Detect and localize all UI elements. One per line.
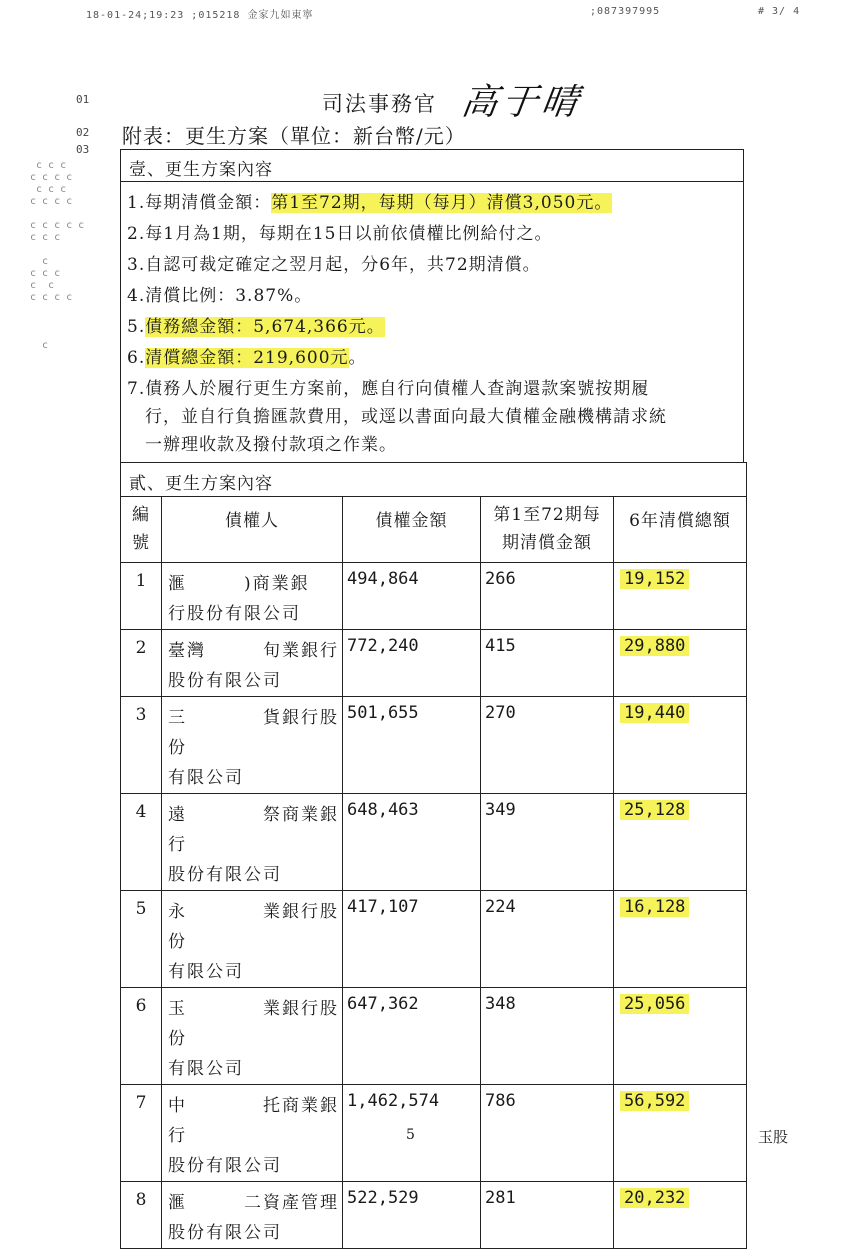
creditor-name: 滙 二資產管理 股份有限公司 [162,1182,343,1249]
table-row [121,988,747,1085]
page-number: 5 [406,1127,415,1143]
table-row [121,1085,747,1182]
six-year-total [614,1182,747,1249]
plan-item-3 [127,250,541,275]
six-year-total [614,988,747,1085]
fax-header-left: 18-01-24;19:23 ;015218 金家九如東寧 [86,10,314,21]
total-highlight: 56,592 [620,1091,689,1111]
plan-item-6 [127,343,367,368]
creditor-name: 臺灣 旬業銀行 股份有限公司 [162,630,343,697]
claim-amount: 772,240 [343,630,481,697]
item-highlight: 債務總金額：5,674,366元。 [145,317,385,337]
scan-dots-decoration: c c c c c c c c c c c c c c c c c c c c c c c c c c c c c c c c c [30,160,85,351]
installment-amount: 786 [481,1085,614,1182]
claim-amount: 494,864 [343,563,481,630]
unit-stamp: 玉股 [758,1128,789,1146]
column-header-creditor: 債權人 [162,497,343,563]
column-header-claim: 債權金額 [343,497,481,563]
plan-item-7-line-1: 7.債務人於履行更生方案前，應自行向債權人查詢還款案號按期履 [127,379,650,399]
creditor-name: 滙 )商業銀 行股份有限公司 [162,563,343,630]
creditor-name: 三 貨銀行股份 有限公司 [162,697,343,794]
creditor-name: 中 托商業銀行 股份有限公司 [162,1085,343,1182]
line-number: 03 [76,143,90,156]
table-row [121,630,747,697]
claim-amount: 522,529 [343,1182,481,1249]
total-highlight: 25,128 [620,800,689,820]
six-year-total [614,563,747,630]
installment-amount: 348 [481,988,614,1085]
total-highlight: 16,128 [620,897,689,917]
table-row [121,891,747,988]
plan-item-7-line-2: 行，並自行負擔匯款費用，或逕以書面向最大債權金融機構請求統 [145,407,667,427]
total-highlight: 29,880 [620,636,689,656]
table-row [121,563,747,630]
table-row [121,794,747,891]
row-number: 6 [121,988,162,1085]
claim-amount: 501,655 [343,697,481,794]
section-2-heading: 貳、更生方案內容 [121,463,747,497]
row-number: 1 [121,563,162,630]
line-number: 02 [76,126,90,139]
item-highlight: 第1至72期，每期（每月）清償3,050元。 [271,193,613,213]
item-text: 6. [127,348,146,368]
plan-item-4 [127,281,312,306]
installment-amount: 415 [481,630,614,697]
row-number: 4 [121,794,162,891]
plan-item-7-line-3: 一辦理收款及撥付款項之作業。 [145,435,397,455]
total-highlight: 19,152 [620,569,689,589]
plan-content-box [120,149,744,463]
claim-amount: 648,463 [343,794,481,891]
claim-amount: 417,107 [343,891,481,988]
six-year-total [614,891,747,988]
installment-amount: 270 [481,697,614,794]
document-title: 司法事務官 [322,92,437,116]
row-number: 3 [121,697,162,794]
claim-amount: 647,362 [343,988,481,1085]
total-highlight: 25,056 [620,994,689,1014]
item-highlight: 清償總金額：219,600元 [145,348,349,368]
installment-amount: 224 [481,891,614,988]
installment-amount: 281 [481,1182,614,1249]
item-text: 1.每期清償金額： [127,193,272,213]
plan-item-5 [127,312,385,337]
column-header-installment: 第1至72期每 期清償金額 [481,497,614,563]
item-text: 5. [127,317,146,337]
table-row [121,697,747,794]
row-number: 5 [121,891,162,988]
table-row [121,1182,747,1249]
section-1-heading: 壹、更生方案內容 [121,150,743,182]
installment-amount: 266 [481,563,614,630]
creditor-name: 遠 祭商業銀行 股份有限公司 [162,794,343,891]
plan-item-2 [127,219,552,244]
row-number: 2 [121,630,162,697]
six-year-total [614,1085,747,1182]
handwritten-signature: 高于晴 [458,82,585,123]
column-header-no: 編 號 [121,497,162,563]
creditor-name: 永 業銀行股份 有限公司 [162,891,343,988]
plan-item-1 [127,188,612,213]
appendix-caption: 附表：更生方案（單位：新台幣/元） [122,124,466,148]
column-header-total: 6年清償總額 [614,497,747,563]
six-year-total [614,630,747,697]
total-highlight: 20,232 [620,1188,689,1208]
claim-amount: 1,462,574 [343,1085,481,1182]
fax-header-page: # 3/ 4 [758,6,801,17]
creditor-name: 玉 業銀行股份 有限公司 [162,988,343,1085]
total-highlight: 19,440 [620,703,689,723]
item-text: 3.自認可裁定確定之翌月起，分6年，共72期清償。 [127,255,541,275]
six-year-total [614,794,747,891]
installment-amount: 349 [481,794,614,891]
row-number: 8 [121,1182,162,1249]
item-text: 。 [348,348,367,368]
item-text: 4.清償比例：3.87%。 [127,286,313,306]
row-number: 7 [121,1085,162,1182]
item-text: 2.每1月為1期，每期在15日以前依債權比例給付之。 [127,224,553,244]
six-year-total [614,697,747,794]
fax-header-number: ;087397995 [590,6,661,17]
creditor-table [120,462,747,1249]
line-number: 01 [76,93,90,106]
